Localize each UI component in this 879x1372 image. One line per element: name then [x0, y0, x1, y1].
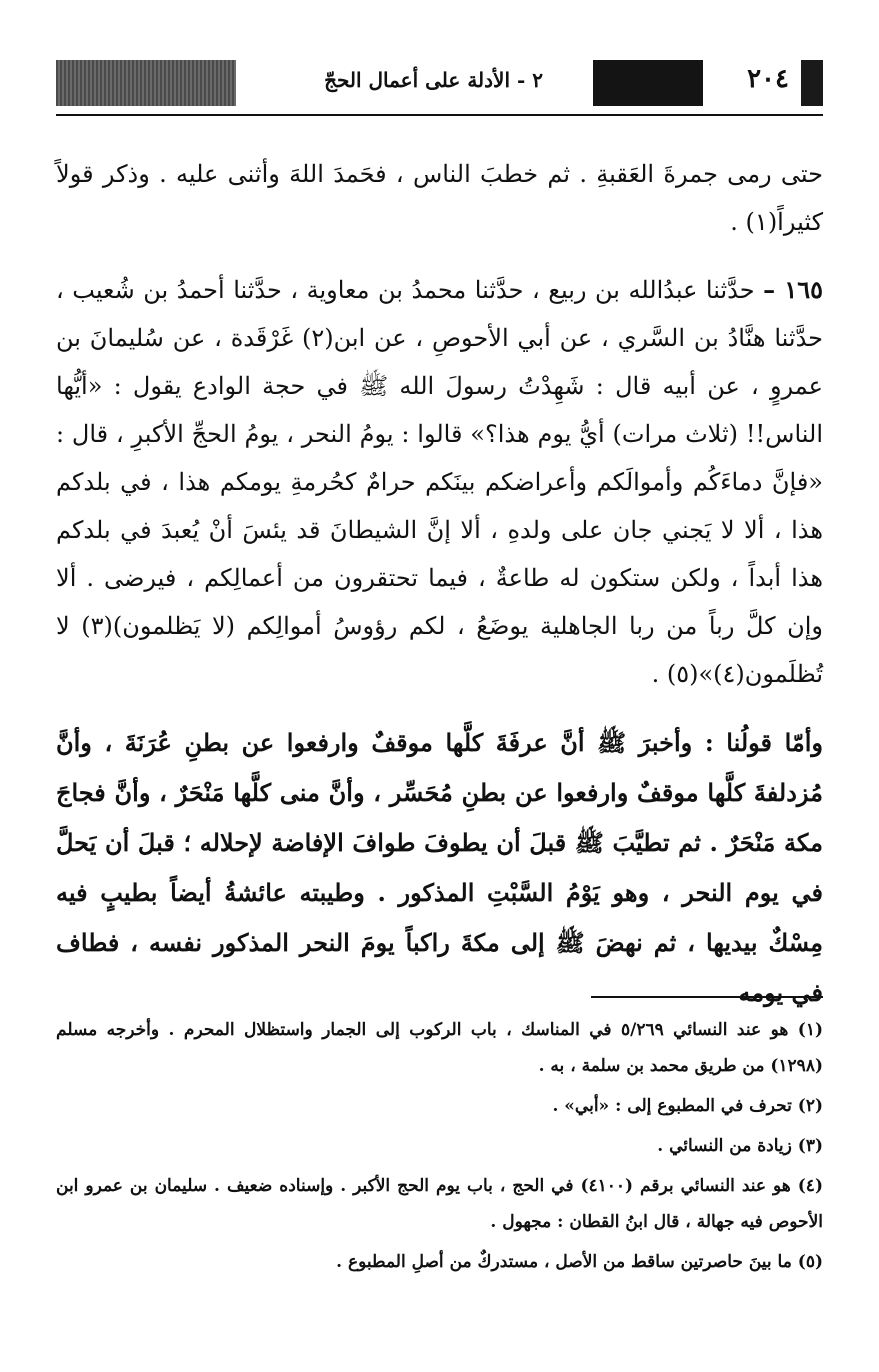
footnote-rule: [591, 996, 823, 998]
header-dark-block: [593, 60, 703, 106]
footnotes: [56, 1012, 823, 1284]
header-pattern-block: [56, 60, 236, 106]
paragraph-3: [56, 718, 823, 1018]
paragraph-lead: وأمّا قولُنا :: [704, 728, 824, 757]
header-rule: [56, 114, 823, 116]
header-corner-block: [801, 60, 823, 106]
footnote-1: (١) هو عند النسائي ٥/٢٦٩ في المناسك ، باب الركوب إلى الجمار واستظلال المحرم . وأخرجه مسلم (١٢٩٨) من طريق محمد بن سلمة ، به .: [56, 1020, 823, 1076]
page-header: [56, 56, 823, 118]
footnote-2: (٢) تحرف في المطبوع إلى : «أبي» .: [552, 1096, 823, 1116]
footnote-4: (٤) هو عند النسائي برقم (٤١٠٠) في الحج ، باب يوم الحج الأكبر . وإسناده ضعيف . سليمان بن عمرو ابن الأحوص فيه جهالة ، قال ابنُ القطان : مجهول .: [56, 1176, 823, 1232]
main-text: [56, 150, 823, 1018]
paragraph-hadith-165: [56, 266, 823, 698]
paragraph-text: حتى رمى جمرةَ العَقبةِ . ثم خطبَ الناس ، فحَمدَ اللهَ وأثنى عليه . وذكر قولاً كثيراً(١) .: [56, 160, 824, 236]
running-title: ٢ - الأدلة على أعمال الحجّ: [324, 68, 543, 92]
page-number: ٢٠٤: [747, 64, 789, 94]
footnote-5: (٥) ما بينَ حاصرتين ساقط من الأصل ، مستدركٌ من أصلِ المطبوع .: [336, 1252, 823, 1272]
paragraph-text: حدَّثنا عبدُالله بن ربيع ، حدَّثنا محمدُ بن معاوية ، حدَّثنا أحمدُ بن شُعيب ، حدَّثنا هنَّادُ بن السَّري ، عن أبي الأحوصِ ، عن ابن(٢) غَرْقَدة ، عن سُليمانَ بن عمروٍ ، عن أبيه قال : شَهِدْتُ رسولَ الله ﷺ في حجة الوادع يقول : «أيُّها الناس!! (ثلاث مرات) أيُّ يوم هذا؟» قالوا : يومُ النحر ، يومُ الحجِّ الأكبرِ ، قال : «فإنَّ دماءَكُم وأموالَكم وأعراضكم بينَكم حرامٌ كحُرمةِ يومكم هذا ، في بلدكم هذا ، ألا لا يَجني جان على ولدهِ ، ألا إنَّ الشيطانَ قد يئسَ أنْ يُعبدَ في بلدكم هذا أبداً ، ولكن ستكون له طاعةٌ ، فيما تحتقرون من أعمالِكم ، فيرضى . ألا وإن كلَّ رباً من ربا الجاهلية يوضَعُ ، لكم رؤوسُ أموالِكم (لا يَظلمون)(٣) لا تُظلَمون(٤)»(٥) .: [56, 276, 824, 688]
paragraph-text: وأخبرَ ﷺ أنَّ عرفَةَ كلَّها موقفٌ وارفعوا عن بطنِ عُرَنَةَ ، وأنَّ مُزدلفةَ كلَّها موقفٌ وارفعوا عن بطنِ مُحَسِّر ، وأنَّ منى كلَّها مَنْحَرٌ ، وأنَّ فجاجَ مكة مَنْحَرٌ . ثم تطيَّبَ ﷺ قبلَ أن يطوفَ طوافَ الإفاضة لإحلاله ؛ قبلَ أن يَحلَّ في يوم النحر ، وهو يَوْمُ السَّبْتِ المذكور . وطيبته عائشةُ أيضاً بطيبٍ فيه مِسْكٌ بيديها ، ثم نهضَ ﷺ إلى مكةَ راكباً يومَ النحر المذكور نفسه ، فطاف في يومه: [56, 728, 823, 1007]
hadith-number: ١٦٥ –: [763, 275, 823, 304]
paragraph-1: [56, 150, 823, 246]
footnote-3: (٣) زيادة من النسائي .: [657, 1136, 823, 1156]
